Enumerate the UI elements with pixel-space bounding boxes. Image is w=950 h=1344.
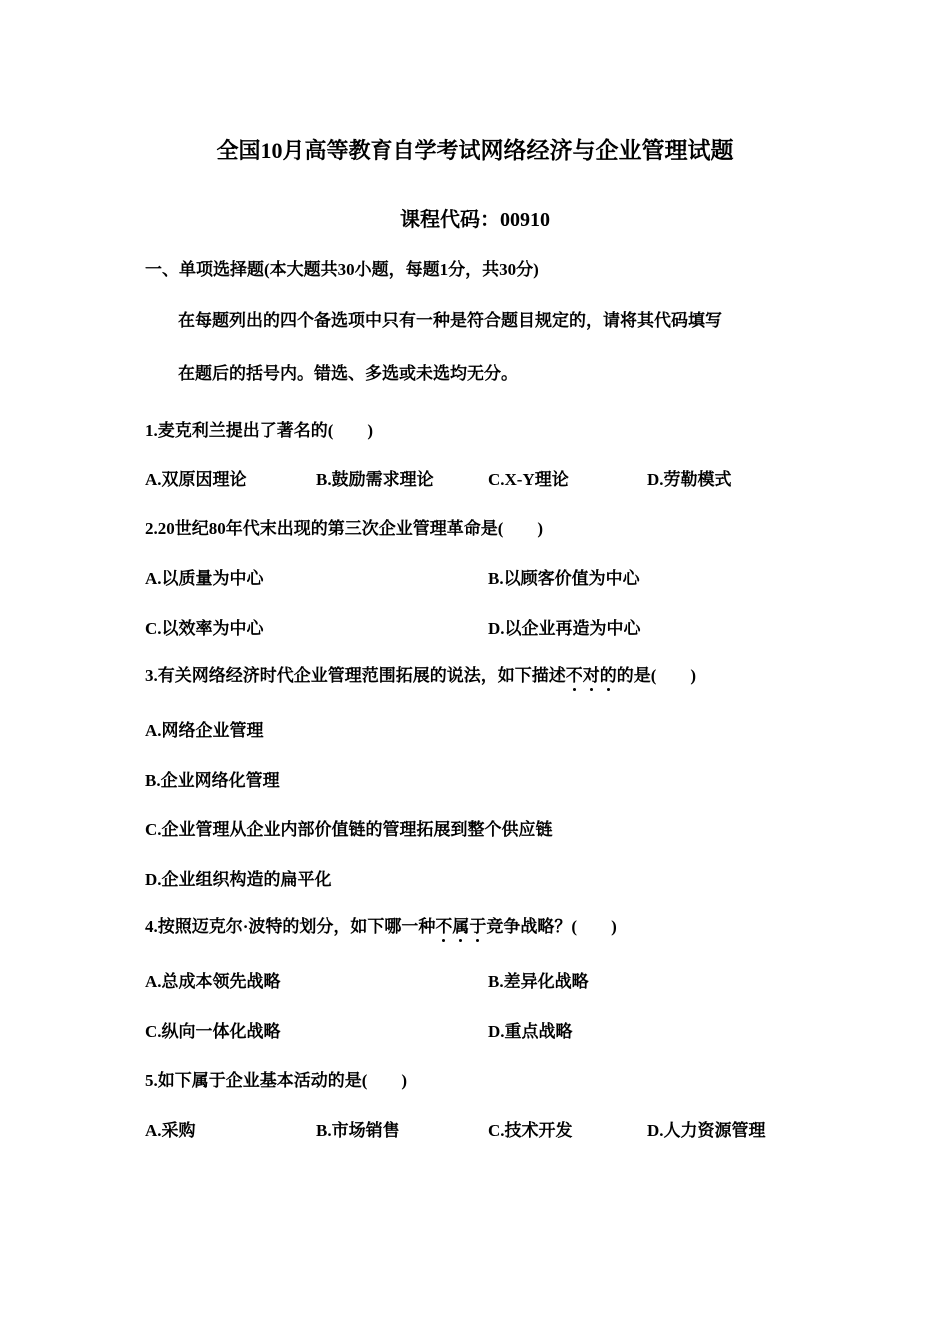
instruction-line-2: 在题后的括号内。错选、多选或未选均无分。 (178, 364, 518, 383)
course-code: 课程代码：00910 (400, 209, 550, 231)
q5-option-c: C.技术开发 (488, 1121, 573, 1140)
section-heading: 一、单项选择题(本大题共30小题，每题1分，共30分) (145, 260, 539, 279)
q3-emphasis-1: 不 (565, 666, 583, 685)
q4-emphasis-1: 不 (435, 917, 453, 936)
q1-option-d: D.劳勒模式 (647, 470, 732, 489)
q4-option-b: B.差异化战略 (488, 972, 589, 991)
q1-option-b: B.鼓励需求理论 (316, 470, 434, 489)
title-prefix: 全国10月高等教育自学考试 (216, 138, 481, 163)
question-1-stem: 1.麦克利兰提出了著名的( ) (145, 421, 374, 440)
q3-stem-before: 3.有关网络经济时代企业管理范围拓展的说法，如下描述 (145, 666, 566, 685)
q2-option-c: C.以效率为中心 (145, 619, 264, 638)
question-2-stem: 2.20世纪80年代末出现的第三次企业管理革命是( ) (145, 519, 544, 538)
q4-option-a: A.总成本领先战略 (145, 972, 281, 991)
q4-option-d: D.重点战略 (488, 1022, 573, 1041)
q4-option-c: C.纵向一体化战略 (145, 1022, 281, 1041)
q2-option-d: D.以企业再造为中心 (488, 619, 641, 638)
q3-stem-after: 的是( ) (616, 666, 697, 685)
q5-option-a: A.采购 (145, 1121, 196, 1140)
q4-stem-after: 竞争战略？( ) (486, 917, 617, 936)
q3-emphasis-2: 对 (582, 666, 600, 685)
q3-option-d: D.企业组织构造的扁平化 (145, 870, 332, 889)
q3-option-b: B.企业网络化管理 (145, 771, 280, 790)
q2-option-b: B.以顾客价值为中心 (488, 569, 640, 588)
q4-emphasis-3: 于 (469, 917, 487, 936)
question-3-stem (145, 665, 696, 687)
title-main: 网络经济与企业管理试题 (480, 138, 734, 163)
q4-emphasis-2: 属 (452, 917, 470, 936)
question-5-stem: 5.如下属于企业基本活动的是( ) (145, 1071, 408, 1090)
q1-option-c: C.X-Y理论 (488, 470, 569, 489)
q5-option-b: B.市场销售 (316, 1121, 400, 1140)
q3-option-c: C.企业管理从企业内部价值链的管理拓展到整个供应链 (145, 820, 553, 839)
q4-stem-before: 4.按照迈克尔·波特的划分，如下哪一种 (145, 917, 436, 936)
q3-emphasis-3: 的 (599, 666, 617, 685)
question-4-stem (145, 916, 617, 938)
exam-title (0, 132, 950, 165)
q3-option-a: A.网络企业管理 (145, 721, 264, 740)
q5-option-d: D.人力资源管理 (647, 1121, 766, 1140)
q1-option-a: A.双原因理论 (145, 470, 247, 489)
q2-option-a: A.以质量为中心 (145, 569, 264, 588)
instruction-line-1: 在每题列出的四个备选项中只有一种是符合题目规定的，请将其代码填写 (178, 311, 722, 330)
